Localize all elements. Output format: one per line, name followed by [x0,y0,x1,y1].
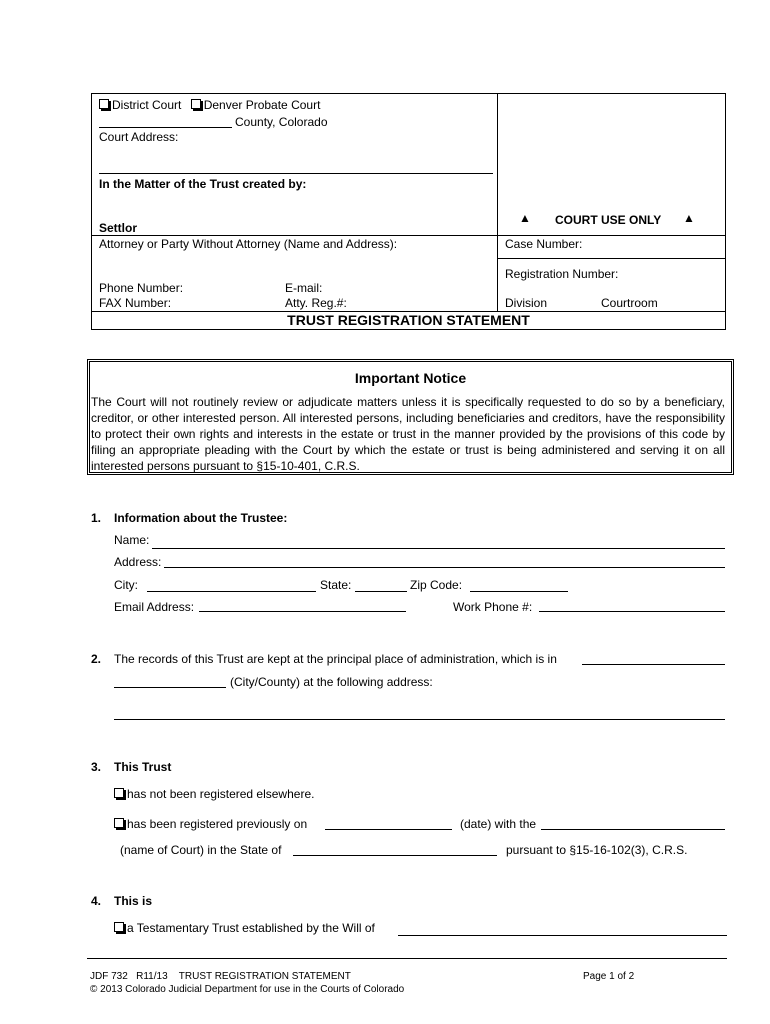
caption-box [91,93,726,330]
registered-previously-label: has been registered previously on [127,817,308,831]
testamentary-trust-option [114,921,375,935]
county-label: County, Colorado [235,115,328,129]
trustee-address-field[interactable] [164,567,725,568]
triangle-up-icon: ▲ [519,211,531,225]
section2-text: The records of this Trust are kept at the principal place of administration, which is in [114,652,557,666]
principal-address-field[interactable] [114,719,725,720]
previous-court-field[interactable] [541,829,725,830]
not-registered-label: has not been registered elsewhere. [127,787,315,801]
denver-probate-checkbox[interactable] [191,99,201,109]
trustee-name-label: Name: [114,533,150,547]
trustee-city-field[interactable] [147,591,316,592]
caption-divider-vertical [497,93,498,312]
court-selection-row [99,98,320,112]
court-address-label: Court Address: [99,130,179,144]
footer-page-number: Page 1 of 2 [583,971,635,982]
section1-number: 1. [91,511,102,525]
notice-body: The Court will not routinely review or adjudicate matters unless it is specifically requested to do so by a beneficiary, creditor, or other interested person. All interested persons, including beneficiaries and creditors, have the responsibility to protect their own rights and interests in the estate or trust in the manner provided by the provisions of this code by filing an appropriate pleading with the Court by which the estate or trust is being administered and serving it on all interested persons pursuant to §15-10-401, C.R.S. [91,395,725,473]
district-court-checkbox[interactable] [99,99,109,109]
caption-divider-attorney [91,235,726,236]
court-address-field[interactable] [99,173,493,174]
testamentary-trust-label: a Testamentary Trust established by the Will of [127,921,375,935]
district-court-label: District Court [112,98,182,112]
settlor-label: Settlor [99,221,138,235]
trustee-email-field[interactable] [199,611,406,612]
testamentary-trust-checkbox[interactable] [114,922,124,932]
trustee-state-field[interactable] [355,591,407,592]
phone-label: Phone Number: [99,281,184,295]
city-county-field[interactable] [114,687,226,688]
footer-form-id: JDF 732 [90,971,128,982]
email-label: E-mail: [285,281,323,295]
not-registered-option [114,787,314,801]
case-number-label: Case Number: [505,237,583,251]
county-field[interactable] [99,127,232,128]
registered-previously-checkbox[interactable] [114,818,124,828]
not-registered-checkbox[interactable] [114,788,124,798]
division-label: Division [505,296,548,310]
court-use-only: COURT USE ONLY [555,213,662,227]
section3-heading: This Trust [114,760,172,774]
trustee-work-phone-label: Work Phone #: [453,600,533,614]
will-of-field[interactable] [398,935,727,936]
courtroom-label: Courtroom [601,296,658,310]
section4-number: 4. [91,894,102,908]
trustee-email-label: Email Address: [114,600,195,614]
notice-heading: Important Notice [354,370,467,386]
footer-copyright: © 2013 Colorado Judicial Department for use in the Courts of Colorado [90,984,405,995]
name-of-court-label: (name of Court) in the State of [120,843,282,857]
city-county-label: (City/County) at the following address: [230,675,433,689]
registration-number-label: Registration Number: [505,267,619,281]
section3-number: 3. [91,760,102,774]
section1-heading: Information about the Trustee: [114,511,288,525]
trustee-name-field[interactable] [152,548,725,549]
trustee-zip-field[interactable] [470,591,568,592]
trustee-zip-label: Zip Code: [410,578,463,592]
footer-rule [87,958,727,959]
registered-previously-option [114,817,307,831]
trustee-city-label: City: [114,578,138,592]
section4-heading: This is [114,894,153,908]
trustee-state-label: State: [320,578,352,592]
pursuant-label: pursuant to §15-16-102(3), C.R.S. [506,843,688,857]
registration-date-field[interactable] [325,829,452,830]
fax-label: FAX Number: [99,296,172,310]
trustee-address-label: Address: [114,555,162,569]
trustee-work-phone-field[interactable] [539,611,725,612]
denver-probate-label: Denver Probate Court [203,98,321,112]
date-with-label: (date) with the [460,817,537,831]
attorney-label: Attorney or Party Without Attorney (Name and Address): [99,237,398,251]
footer-form-name: TRUST REGISTRATION STATEMENT [178,971,351,982]
section2-number: 2. [91,652,102,666]
atty-reg-label: Atty. Reg.#: [285,296,347,310]
form-title: TRUST REGISTRATION STATEMENT [287,312,530,328]
state-field[interactable] [293,855,497,856]
triangle-up-icon: ▲ [683,211,695,225]
principal-place-field[interactable] [582,664,725,665]
footer-form-line [90,971,351,982]
footer-revision: R11/13 [136,971,168,982]
matter-label: In the Matter of the Trust created by: [99,177,307,191]
case-number-divider [497,258,726,259]
